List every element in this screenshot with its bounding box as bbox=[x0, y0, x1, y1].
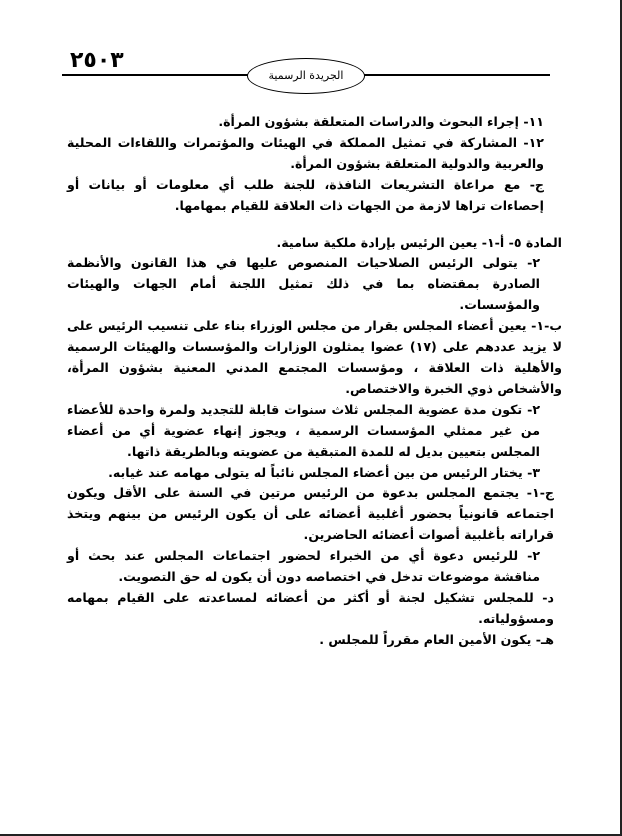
page-number: ٢٥٠٣ bbox=[70, 48, 124, 73]
paragraph-article-5-a2: ٢- يتولى الرئيس الصلاحيات المنصوص عليها في هذا القانون والأنظمة الصادرة بمقتضاه بما في ذلك تمثيل اللجنة أمام الجهات والهيئات والمؤسسات. bbox=[67, 255, 540, 313]
paragraph-item-12: ١٢- المشاركة في تمثيل المملكة في الهيئات والمؤتمرات واللقاءات المحلية والعربية والدولية المتعلقة بشؤون المرأة. bbox=[67, 134, 544, 171]
document-body bbox=[67, 112, 562, 651]
paragraph-item-11: ١١- إجراء البحوث والدراسات المتعلقة بشؤون المرأة. bbox=[218, 114, 544, 129]
paragraph-article-5-b3: ٣- يختار الرئيس من بين أعضاء المجلس نائباً له يتولى مهامه عند غيابه. bbox=[108, 464, 540, 480]
paragraph-article-5-c1: ج-١- يجتمع المجلس بدعوة من الرئيس مرتين في السنة على الأقل ويكون اجتماعه قانونياً بحضور أغلبية أعضائه على أن يكون الرئيس من بينهم ويتخذ قراراته بأغلبية أصوات أعضائه الحاضرين. bbox=[67, 485, 554, 543]
paragraph-article-5-d: د- للمجلس تشكيل لجنة أو أكثر من أعضائه لمساعدته على القيام بمهامه ومسؤولياته. bbox=[67, 589, 554, 626]
paragraph-clause-c: ج- مع مراعاة التشريعات النافذة، للجنة طلب أي معلومات أو بيانات أو إحصاءات تراها لازمة من الجهات ذات العلاقة للقيام بمهامها. bbox=[67, 176, 544, 213]
gazette-title: الجريدة الرسمية bbox=[247, 58, 365, 94]
paragraph-article-5-c2: ٢- للرئيس دعوة أي من الخبراء لحضور اجتماعات المجلس عند بحث أو مناقشة موضوعات تدخل في اختصاصه دون أن يكون له حق التصويت. bbox=[67, 548, 540, 585]
paragraph-article-5-b1: ب-١- يعين أعضاء المجلس بقرار من مجلس الوزراء بناء على تنسيب الرئيس على لا يزيد عددهم على (١٧) عضوا يمثلون الوزارات والمؤسسات والهيئات الرسمية والأهلية ذات العلاقة ، ومؤسسات المجتمع المدني المعنية بشؤون المرأة، والأشخاص ذوي الخبرة والاختصاص. bbox=[67, 318, 562, 396]
paragraph-article-5: المادة ٥- أ-١- يعين الرئيس بإرادة ملكية سامية. bbox=[276, 234, 562, 250]
paragraph-article-5-e: هـ- يكون الأمين العام مقرراً للمجلس . bbox=[319, 631, 554, 647]
paragraph-article-5-b2: ٢- تكون مدة عضوية المجلس ثلاث سنوات قابلة للتجديد ولمرة واحدة للأعضاء من غير ممثلي المؤسسات الرسمية ، ويجوز إنهاء عضوية أي من أعضاء المجلس بتعيين بديل له للمدة المتبقية من عضويته وبالطريقة ذاتها. bbox=[67, 401, 540, 459]
